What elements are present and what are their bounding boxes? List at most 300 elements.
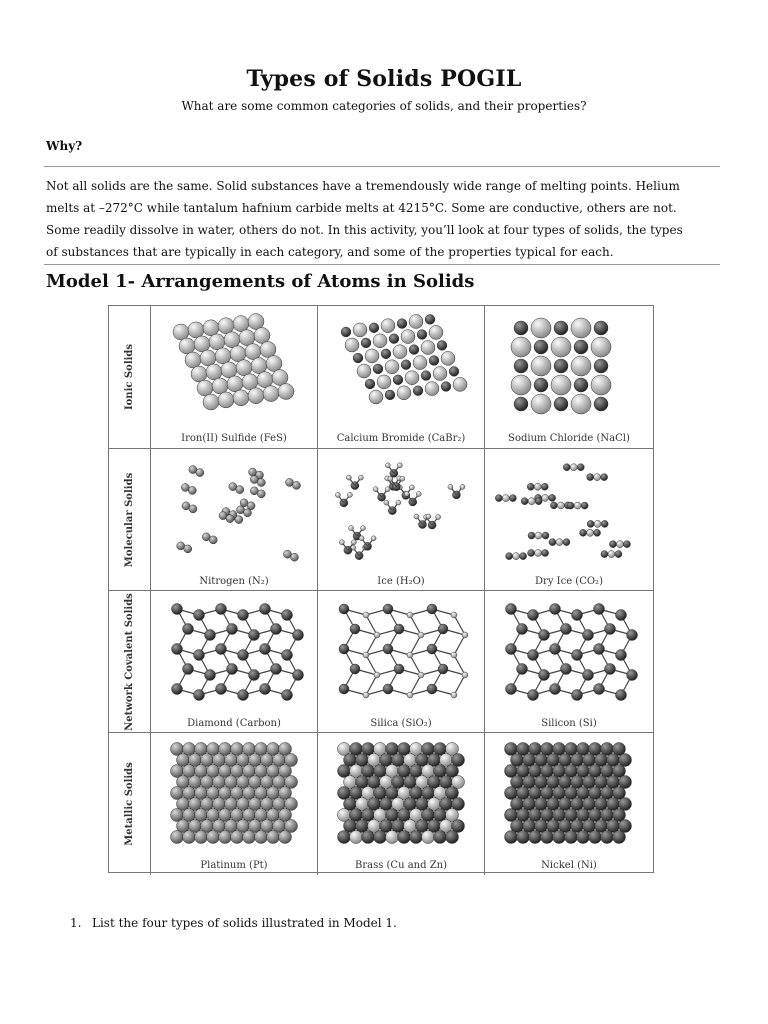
atom-sphere bbox=[462, 672, 468, 678]
bond-line bbox=[454, 675, 465, 695]
atom-sphere bbox=[353, 323, 367, 337]
atom-sphere bbox=[441, 351, 455, 365]
atom-sphere bbox=[363, 612, 369, 618]
atom-sphere bbox=[571, 356, 591, 376]
atom-sphere bbox=[409, 315, 423, 329]
atom-sphere bbox=[397, 319, 407, 329]
atom-sphere bbox=[373, 364, 383, 374]
atom-sphere bbox=[601, 520, 608, 527]
atom-sphere bbox=[534, 340, 548, 354]
atom-sphere bbox=[404, 491, 409, 496]
atom-sphere bbox=[514, 397, 528, 411]
row-label: Molecular Solids bbox=[123, 472, 135, 568]
atom-sphere bbox=[615, 551, 622, 558]
atom-sphere bbox=[446, 831, 459, 844]
atom-sphere bbox=[414, 514, 419, 519]
atom-sphere bbox=[239, 330, 255, 346]
atom-sphere bbox=[542, 549, 549, 556]
atom-sphere bbox=[527, 483, 534, 490]
atom-sphere bbox=[528, 610, 539, 621]
atom-sphere bbox=[535, 532, 542, 539]
cell-caption: Iron(II) Sulfide (FeS) bbox=[181, 433, 287, 444]
atom-sphere bbox=[541, 483, 548, 490]
atom-sphere bbox=[339, 540, 344, 545]
atom-sphere bbox=[209, 536, 217, 544]
model-cell-diamond bbox=[151, 591, 318, 733]
atom-sphere bbox=[245, 344, 261, 360]
atom-sphere bbox=[219, 831, 232, 844]
atom-sphere bbox=[384, 500, 389, 505]
atom-sphere bbox=[396, 500, 401, 505]
atom-sphere bbox=[206, 364, 222, 380]
atom-sphere bbox=[363, 692, 369, 698]
atom-sphere bbox=[587, 474, 594, 481]
model-cell-calcium-bromide bbox=[318, 306, 485, 448]
atom-sphere bbox=[613, 831, 626, 844]
atom-sphere bbox=[495, 495, 502, 502]
cell-caption: Silicon (Si) bbox=[541, 718, 597, 729]
model-figure-grid bbox=[108, 305, 654, 873]
atom-sphere bbox=[263, 386, 279, 402]
atom-sphere bbox=[451, 652, 457, 658]
atom-sphere bbox=[451, 692, 457, 698]
atom-sphere bbox=[577, 831, 590, 844]
atom-sphere bbox=[534, 483, 541, 490]
atom-sphere bbox=[194, 610, 205, 621]
nitrogen-structure-illustration bbox=[159, 453, 309, 569]
atom-sphere bbox=[556, 539, 563, 546]
silicon-structure-illustration bbox=[493, 595, 643, 711]
model-cell-nickel bbox=[485, 733, 653, 875]
atom-sphere bbox=[230, 346, 246, 362]
atom-sphere bbox=[550, 604, 561, 615]
atom-sphere bbox=[563, 464, 570, 471]
atom-sphere bbox=[502, 495, 509, 502]
atom-sphere bbox=[438, 664, 448, 674]
atom-sphere bbox=[429, 325, 443, 339]
atom-sphere bbox=[224, 332, 240, 348]
atom-sphere bbox=[218, 318, 234, 334]
atom-sphere bbox=[405, 371, 419, 385]
atom-sphere bbox=[172, 684, 183, 695]
atom-sphere bbox=[266, 356, 282, 372]
atom-sphere bbox=[226, 515, 234, 523]
atom-sphere bbox=[448, 484, 453, 489]
page-title: Types of Solids POGIL bbox=[246, 66, 522, 92]
question-item bbox=[70, 916, 397, 930]
atom-sphere bbox=[339, 684, 349, 694]
atom-sphere bbox=[293, 670, 304, 681]
atom-sphere bbox=[255, 831, 268, 844]
atom-sphere bbox=[407, 612, 413, 618]
atom-sphere bbox=[427, 684, 437, 694]
atom-sphere bbox=[257, 490, 265, 498]
atom-sphere bbox=[188, 322, 204, 338]
atom-sphere bbox=[397, 386, 411, 400]
atom-sphere bbox=[601, 551, 608, 558]
atom-sphere bbox=[347, 492, 352, 497]
atom-sphere bbox=[257, 479, 265, 487]
atom-sphere bbox=[363, 652, 369, 658]
atom-sphere bbox=[581, 502, 588, 509]
atom-sphere bbox=[207, 831, 220, 844]
atom-sphere bbox=[243, 509, 251, 517]
atom-sphere bbox=[179, 338, 195, 354]
atom-sphere bbox=[577, 464, 584, 471]
atom-sphere bbox=[531, 394, 551, 414]
atom-sphere bbox=[369, 323, 379, 333]
atom-sphere bbox=[401, 330, 415, 344]
atom-sphere bbox=[389, 334, 399, 344]
atom-sphere bbox=[413, 356, 427, 370]
atom-sphere bbox=[279, 831, 292, 844]
atom-sphere bbox=[197, 380, 213, 396]
atom-sphere bbox=[191, 366, 207, 382]
sodium-chloride-structure-illustration bbox=[493, 310, 643, 426]
model-cell-ice bbox=[318, 449, 485, 591]
cell-caption: Calcium Bromide (CaBr₂) bbox=[336, 433, 466, 444]
atom-sphere bbox=[194, 650, 205, 661]
atom-sphere bbox=[583, 670, 594, 681]
atom-sphere bbox=[362, 831, 375, 844]
atom-sphere bbox=[571, 394, 591, 414]
atom-sphere bbox=[529, 831, 542, 844]
atom-sphere bbox=[616, 650, 627, 661]
atom-sphere bbox=[254, 328, 270, 344]
atom-sphere bbox=[373, 487, 378, 492]
atom-sphere bbox=[401, 360, 411, 370]
atom-sphere bbox=[437, 341, 447, 351]
atom-sphere bbox=[227, 664, 238, 675]
atom-sphere bbox=[172, 604, 183, 615]
cell-caption: Sodium Chloride (NaCl) bbox=[508, 433, 630, 444]
atom-sphere bbox=[374, 831, 387, 844]
atom-sphere bbox=[385, 463, 390, 468]
atom-sphere bbox=[462, 632, 468, 638]
atom-sphere bbox=[247, 502, 255, 510]
atom-sphere bbox=[535, 498, 542, 505]
divider-top bbox=[44, 166, 720, 167]
atom-sphere bbox=[249, 670, 260, 681]
question-number: 1. bbox=[70, 916, 82, 930]
atom-sphere bbox=[383, 604, 393, 614]
atom-sphere bbox=[609, 541, 616, 548]
ice-structure-illustration bbox=[326, 453, 476, 569]
atom-sphere bbox=[260, 342, 276, 358]
atom-sphere bbox=[251, 358, 267, 374]
atom-sphere bbox=[346, 475, 351, 480]
atom-sphere bbox=[205, 630, 216, 641]
brass-structure-illustration bbox=[326, 737, 476, 853]
atom-sphere bbox=[616, 610, 627, 621]
atom-sphere bbox=[353, 353, 363, 363]
atom-sphere bbox=[194, 336, 210, 352]
atom-sphere bbox=[393, 345, 407, 359]
divider-bottom bbox=[44, 264, 720, 265]
atom-sphere bbox=[231, 831, 244, 844]
atom-sphere bbox=[171, 831, 184, 844]
cell-caption: Silica (SiO₂) bbox=[370, 718, 432, 729]
atom-sphere bbox=[374, 672, 380, 678]
model-title: Model 1- Arrangements of Atoms in Solids bbox=[46, 271, 475, 292]
atom-sphere bbox=[601, 474, 608, 481]
atom-sphere bbox=[453, 377, 467, 391]
atom-sphere bbox=[248, 388, 264, 404]
atom-sphere bbox=[528, 549, 535, 556]
atom-sphere bbox=[511, 337, 531, 357]
atom-sphere bbox=[528, 650, 539, 661]
atom-sphere bbox=[521, 498, 528, 505]
atom-sphere bbox=[278, 384, 294, 400]
atom-sphere bbox=[216, 684, 227, 695]
atom-sphere bbox=[594, 397, 608, 411]
atom-sphere bbox=[358, 475, 363, 480]
atom-sphere bbox=[460, 484, 465, 489]
atom-sphere bbox=[506, 553, 513, 560]
atom-sphere bbox=[572, 610, 583, 621]
atom-sphere bbox=[365, 379, 375, 389]
atom-sphere bbox=[550, 502, 557, 509]
atom-sphere bbox=[539, 670, 550, 681]
atom-sphere bbox=[509, 495, 516, 502]
atom-sphere bbox=[377, 375, 391, 389]
atom-sphere bbox=[215, 348, 231, 364]
atom-sphere bbox=[580, 529, 587, 536]
atom-sphere bbox=[591, 375, 611, 395]
row-label: Network Covalent Solids bbox=[123, 593, 135, 731]
atom-sphere bbox=[238, 610, 249, 621]
row-label-cell bbox=[109, 591, 151, 733]
row-label-cell bbox=[109, 733, 151, 875]
question-text: List the four types of solids illustrated in Model 1. bbox=[92, 916, 397, 930]
atom-sphere bbox=[407, 692, 413, 698]
atom-sphere bbox=[260, 684, 271, 695]
atom-sphere bbox=[386, 831, 399, 844]
cell-caption: Ice (H₂O) bbox=[377, 576, 425, 587]
atom-sphere bbox=[410, 831, 423, 844]
atom-sphere bbox=[441, 382, 451, 392]
atom-sphere bbox=[238, 650, 249, 661]
atom-sphere bbox=[449, 367, 459, 377]
row-label: Ionic Solids bbox=[123, 343, 135, 411]
atom-sphere bbox=[594, 474, 601, 481]
atom-sphere bbox=[212, 378, 228, 394]
atom-sphere bbox=[550, 644, 561, 655]
atom-sphere bbox=[554, 321, 568, 335]
atom-sphere bbox=[550, 684, 561, 695]
atom-sphere bbox=[572, 650, 583, 661]
atom-sphere bbox=[205, 670, 216, 681]
atom-sphere bbox=[429, 356, 439, 366]
atom-sphere bbox=[216, 604, 227, 615]
atom-sphere bbox=[385, 487, 390, 492]
atom-sphere bbox=[422, 831, 435, 844]
why-heading: Why? bbox=[46, 139, 83, 153]
atom-sphere bbox=[383, 684, 393, 694]
bond-line bbox=[454, 635, 465, 655]
atom-sphere bbox=[572, 690, 583, 701]
atom-sphere bbox=[381, 349, 391, 359]
atom-sphere bbox=[236, 360, 252, 376]
cell-caption: Platinum (Pt) bbox=[200, 860, 268, 871]
atom-sphere bbox=[418, 632, 424, 638]
atom-sphere bbox=[293, 481, 301, 489]
atom-sphere bbox=[373, 334, 387, 348]
atom-sphere bbox=[233, 390, 249, 406]
atom-sphere bbox=[238, 690, 249, 701]
atom-sphere bbox=[361, 526, 366, 531]
atom-sphere bbox=[203, 320, 219, 336]
atom-sphere bbox=[417, 330, 427, 340]
atom-sphere bbox=[173, 324, 189, 340]
atom-sphere bbox=[531, 356, 551, 376]
atom-sphere bbox=[339, 644, 349, 654]
atom-sphere bbox=[451, 612, 457, 618]
intro-line: of substances that are typically in each category, and some of the properties typical for each. bbox=[46, 245, 614, 259]
atom-sphere bbox=[425, 315, 435, 325]
atom-sphere bbox=[589, 831, 602, 844]
diamond-structure-illustration bbox=[159, 595, 309, 711]
atom-sphere bbox=[271, 624, 282, 635]
atom-sphere bbox=[605, 624, 616, 635]
atom-sphere bbox=[616, 541, 623, 548]
atom-sphere bbox=[183, 664, 194, 675]
atom-sphere bbox=[359, 536, 364, 541]
cell-caption: Dry Ice (CO₂) bbox=[535, 576, 603, 587]
atom-sphere bbox=[290, 553, 298, 561]
atom-sphere bbox=[514, 321, 528, 335]
atom-sphere bbox=[514, 359, 528, 373]
atom-sphere bbox=[434, 831, 447, 844]
atom-sphere bbox=[248, 314, 264, 330]
atom-sphere bbox=[282, 610, 293, 621]
atom-sphere bbox=[293, 630, 304, 641]
atom-sphere bbox=[570, 464, 577, 471]
atom-sphere bbox=[583, 630, 594, 641]
atom-sphere bbox=[549, 494, 556, 501]
atom-sphere bbox=[236, 486, 244, 494]
atom-sphere bbox=[381, 319, 395, 333]
intro-line: Some readily dissolve in water, others do not. In this activity, you’ll look at four types of solids, the types bbox=[46, 223, 683, 237]
atom-sphere bbox=[350, 624, 360, 634]
row-label: Metallic Solids bbox=[123, 762, 135, 846]
atom-sphere bbox=[185, 352, 201, 368]
atom-sphere bbox=[339, 604, 349, 614]
atom-sphere bbox=[608, 551, 615, 558]
atom-sphere bbox=[535, 549, 542, 556]
atom-sphere bbox=[425, 382, 439, 396]
atom-sphere bbox=[374, 632, 380, 638]
atom-sphere bbox=[371, 536, 376, 541]
atom-sphere bbox=[350, 831, 363, 844]
atom-sphere bbox=[438, 624, 448, 634]
atom-sphere bbox=[421, 371, 431, 381]
atom-sphere bbox=[534, 378, 548, 392]
atom-sphere bbox=[541, 831, 554, 844]
silica-structure-illustration bbox=[326, 595, 476, 711]
atom-sphere bbox=[209, 334, 225, 350]
atom-sphere bbox=[574, 502, 581, 509]
atom-sphere bbox=[627, 630, 638, 641]
atom-sphere bbox=[361, 338, 371, 348]
atom-sphere bbox=[594, 321, 608, 335]
atom-sphere bbox=[257, 372, 273, 388]
atom-sphere bbox=[271, 664, 282, 675]
atom-sphere bbox=[218, 392, 234, 408]
atom-sphere bbox=[587, 520, 594, 527]
atom-sphere bbox=[549, 539, 556, 546]
atom-sphere bbox=[397, 463, 402, 468]
atom-sphere bbox=[196, 469, 204, 477]
model-row-ionic-solids bbox=[109, 306, 653, 448]
atom-sphere bbox=[243, 831, 256, 844]
intro-line: Not all solids are the same. Solid substances have a tremendously wide range of melting points. Helium bbox=[46, 179, 680, 193]
atom-sphere bbox=[421, 341, 435, 355]
atom-sphere bbox=[520, 553, 527, 560]
dry-ice-structure-illustration bbox=[493, 453, 643, 569]
atom-sphere bbox=[557, 502, 564, 509]
intro-paragraph bbox=[46, 175, 696, 263]
atom-sphere bbox=[189, 505, 197, 513]
atom-sphere bbox=[357, 364, 371, 378]
model-cell-brass bbox=[318, 733, 485, 875]
atom-sphere bbox=[587, 529, 594, 536]
atom-sphere bbox=[242, 374, 258, 390]
atom-sphere bbox=[571, 318, 591, 338]
atom-sphere bbox=[203, 394, 219, 410]
calcium-bromide-structure-illustration bbox=[326, 310, 476, 426]
atom-sphere bbox=[260, 604, 271, 615]
model-row-metallic-solids bbox=[109, 732, 653, 875]
atom-sphere bbox=[574, 340, 588, 354]
atom-sphere bbox=[216, 644, 227, 655]
atom-sphere bbox=[517, 664, 528, 675]
atom-sphere bbox=[506, 684, 517, 695]
atom-sphere bbox=[531, 318, 551, 338]
atom-sphere bbox=[282, 650, 293, 661]
atom-sphere bbox=[551, 337, 571, 357]
row-label-cell bbox=[109, 306, 151, 448]
atom-sphere bbox=[200, 350, 216, 366]
cell-caption: Nitrogen (N₂) bbox=[199, 576, 269, 587]
atom-sphere bbox=[195, 831, 208, 844]
atom-sphere bbox=[594, 529, 601, 536]
atom-sphere bbox=[528, 498, 535, 505]
model-cell-nitrogen bbox=[151, 449, 318, 591]
page-subtitle: What are some common categories of solids, and their properties? bbox=[181, 99, 587, 113]
atom-sphere bbox=[227, 376, 243, 392]
atom-sphere bbox=[563, 539, 570, 546]
nickel-structure-illustration bbox=[493, 737, 643, 853]
atom-sphere bbox=[394, 624, 404, 634]
atom-sphere bbox=[183, 831, 196, 844]
atom-sphere bbox=[184, 545, 192, 553]
atom-sphere bbox=[394, 664, 404, 674]
atom-sphere bbox=[436, 515, 441, 520]
model-cell-platinum bbox=[151, 733, 318, 875]
atom-sphere bbox=[427, 604, 437, 614]
atom-sphere bbox=[260, 644, 271, 655]
atom-sphere bbox=[594, 359, 608, 373]
atom-sphere bbox=[528, 532, 535, 539]
atom-sphere bbox=[506, 604, 517, 615]
atom-sphere bbox=[365, 349, 379, 363]
atom-sphere bbox=[561, 624, 572, 635]
atom-sphere bbox=[221, 362, 237, 378]
platinum-structure-illustration bbox=[159, 737, 309, 853]
atom-sphere bbox=[172, 644, 183, 655]
atom-sphere bbox=[350, 664, 360, 674]
